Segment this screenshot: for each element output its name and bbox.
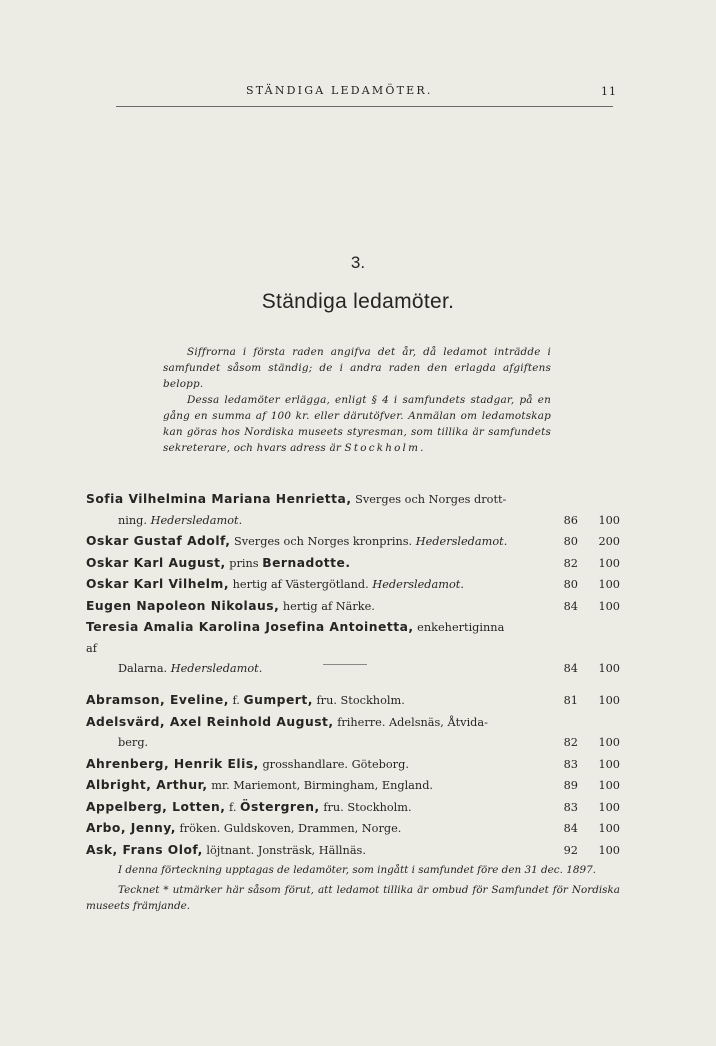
member-name: Abramson, Eveline,	[86, 693, 229, 707]
member-details: löjtnant. Jonsträsk, Hällnäs.	[206, 843, 366, 857]
entry-year: 86	[563, 513, 578, 527]
list-item	[86, 840, 620, 862]
footnote-1: I denna förteckning upptagas de ledamöter, som ingått i samfundet före den 31 dec. 1897.	[118, 864, 596, 876]
entry-line	[86, 617, 620, 659]
member-name: Oskar Karl Vilhelm,	[86, 577, 230, 591]
entry-year: 84	[563, 662, 578, 675]
entry-continuation	[86, 659, 620, 680]
member-note: Hedersledamot.	[170, 662, 263, 675]
entry-year: 83	[563, 757, 578, 771]
member-name: Eugen Napoleon Nikolaus,	[86, 598, 280, 613]
member-name-secondary: Bernadotte.	[262, 555, 351, 570]
entry-year: 80	[563, 578, 578, 591]
entry-line	[86, 797, 620, 819]
list-item	[86, 690, 620, 712]
entry-fee: 100	[598, 822, 620, 835]
entry-fee: 100	[598, 513, 620, 527]
member-note: Hedersledamot.	[415, 535, 508, 548]
member-details: Sverges och Norges kronprins.	[234, 535, 413, 548]
section-number: 3.	[350, 253, 366, 272]
entry-year: 81	[563, 694, 578, 707]
list-item	[86, 531, 620, 553]
entry-fee: 100	[598, 843, 620, 857]
intro-text	[163, 344, 551, 456]
list-item	[86, 712, 620, 754]
member-name: Oskar Gustaf Adolf,	[86, 534, 231, 548]
entry-year: 83	[563, 800, 578, 814]
entry-fee: 100	[598, 800, 620, 814]
entry-line	[86, 574, 620, 596]
entry-fee: 100	[598, 556, 620, 570]
entry-line	[86, 553, 620, 575]
entry-line	[86, 531, 620, 553]
intro-paragraph-2	[163, 392, 551, 456]
member-name: Ahrenberg, Henrik Elis,	[86, 756, 259, 771]
entry-year: 82	[563, 736, 578, 749]
member-name: Ask, Frans Olof,	[86, 842, 203, 857]
member-details: Sverges och Norges drott-	[355, 493, 507, 506]
member-note: Hedersledamot.	[372, 578, 464, 591]
member-details-continued: Dalarna.	[118, 662, 168, 675]
member-name-secondary: Gumpert,	[243, 693, 313, 707]
entry-line	[86, 712, 620, 734]
entry-line	[86, 489, 620, 511]
member-details: hertig af Västergötland.	[232, 578, 369, 591]
list-item	[86, 775, 620, 797]
intro-paragraph-2-text: Dessa ledamöter erlägga, enligt § 4 i samfundets stadgar, på en gång en summa af 100 kr. eller därutöfver. Anmälan om ledamotskap kan göras hos Nordiska museets styresman, som tillika är samfundets sekreterare, och hvars adress är	[163, 394, 551, 454]
list-item	[86, 797, 620, 819]
entry-line	[86, 596, 620, 618]
member-note: Hedersledamot.	[150, 513, 243, 527]
header-rule	[116, 106, 613, 107]
member-details-continued: ning.	[118, 513, 147, 527]
entry-fee: 100	[598, 694, 620, 707]
entry-fee: 100	[598, 599, 620, 613]
member-details-secondary: fru. Stockholm.	[316, 694, 405, 707]
list-item	[86, 596, 620, 618]
list-item	[86, 553, 620, 575]
member-details: f.	[232, 694, 240, 707]
member-name-secondary: Östergren,	[240, 799, 320, 814]
section-separator	[323, 664, 367, 665]
member-name: Arbo, Jenny,	[86, 821, 176, 835]
running-header: STÄNDIGA LEDAMÖTER.	[246, 84, 433, 97]
list-item	[86, 818, 620, 840]
entry-line	[86, 690, 620, 712]
entry-line	[86, 818, 620, 840]
list-item	[86, 617, 620, 680]
entry-fee: 100	[598, 736, 620, 749]
entry-line	[86, 775, 620, 797]
list-item	[86, 754, 620, 776]
member-name: Teresia Amalia Karolina Josefina Antoinetta,	[86, 620, 414, 634]
member-details: grosshandlare. Göteborg.	[262, 757, 409, 771]
intro-paragraph-1: Siffrorna i första raden angifva det år, då ledamot inträdde i samfundet såsom ständig; de i andra raden den erlagda afgiftens belopp.	[163, 346, 551, 390]
member-details: prins	[229, 556, 259, 570]
member-name: Albright, Arthur,	[86, 778, 208, 792]
member-details: friherre. Adelsnäs, Åtvida-	[337, 715, 488, 729]
section-title: Ständiga ledamöter.	[261, 290, 455, 313]
list-item	[86, 489, 620, 531]
member-details: mr. Mariemont, Birmingham, England.	[211, 779, 434, 792]
member-details: enkehertiginna af	[86, 621, 505, 655]
entry-year: 84	[563, 599, 578, 613]
member-details: fröken. Guldskoven, Drammen, Norge.	[179, 822, 402, 835]
entry-year: 92	[563, 843, 578, 857]
honorary-members-list	[86, 489, 620, 680]
entry-fee: 100	[598, 779, 620, 792]
intro-city: Stockholm.	[344, 442, 426, 454]
list-item	[86, 574, 620, 596]
entry-fee: 200	[598, 535, 620, 548]
entry-line	[86, 754, 620, 776]
member-details: f.	[229, 800, 237, 814]
entry-year: 84	[563, 822, 578, 835]
footnotes	[86, 862, 620, 918]
member-details-continued: berg.	[118, 736, 149, 749]
member-name: Oskar Karl August,	[86, 555, 226, 570]
entry-fee: 100	[598, 757, 620, 771]
footnote-2: Tecknet * utmärker här såsom förut, att ledamot tillika är ombud för Samfundet för Nordiska museets främjande.	[86, 884, 620, 912]
entry-continuation	[86, 511, 620, 532]
entry-fee: 100	[598, 662, 620, 675]
member-name: Appelberg, Lotten,	[86, 799, 226, 814]
entry-year: 82	[563, 556, 578, 570]
entry-year: 89	[563, 779, 578, 792]
page-number: 11	[601, 85, 617, 98]
entry-fee: 100	[598, 578, 620, 591]
members-list	[86, 690, 620, 861]
member-details-secondary: fru. Stockholm.	[323, 800, 412, 814]
member-details: hertig af Närke.	[282, 599, 375, 613]
entry-continuation	[86, 733, 620, 754]
member-name: Sofia Vilhelmina Mariana Henrietta,	[86, 492, 352, 506]
entry-year: 80	[563, 535, 578, 548]
member-name: Adelsvärd, Axel Reinhold August,	[86, 714, 334, 729]
entry-line	[86, 840, 620, 862]
